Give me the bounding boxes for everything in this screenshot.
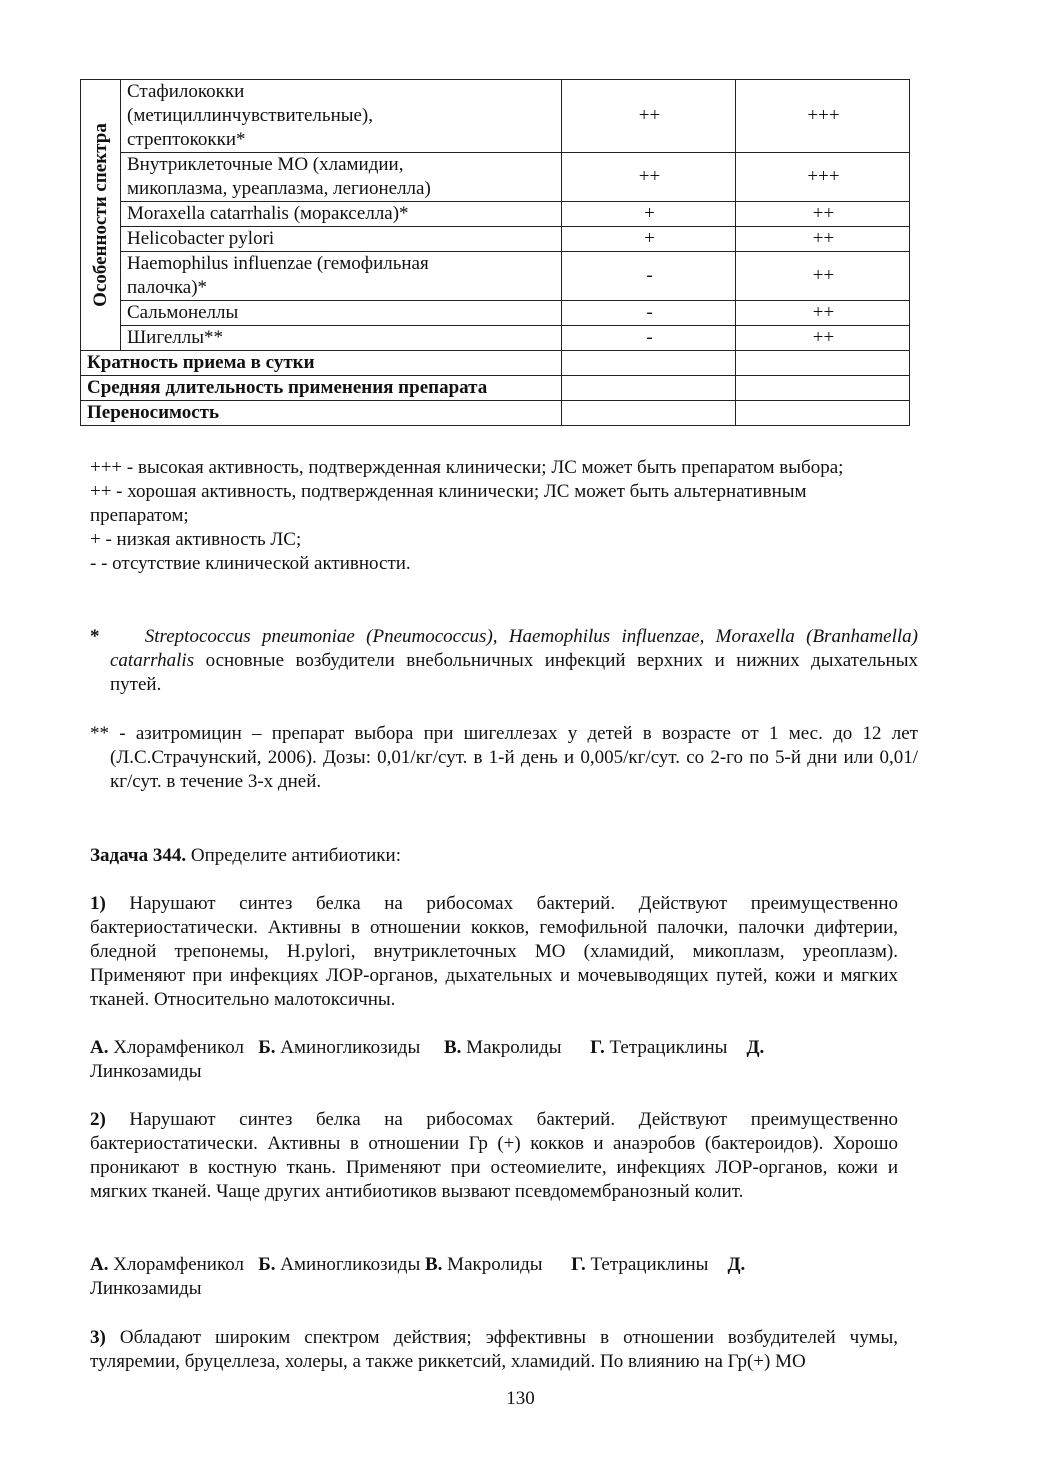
empty-cell	[562, 376, 736, 401]
pathogen-line: палочка)*	[127, 277, 208, 298]
footnote-azithromycin: ** - азитромицин – препарат выбора при шигеллезах у детей в возрасте от 1 мес. до 12 лет (Л.С.Страчунский, 2006). Дозы: 0,01/кг/сут. в 1-й день и 0,005/кг/сут. со 2-го по 5-й дни или 0,01/кг/сут. в течение 3-х дней.	[90, 723, 918, 792]
activity-cell: ++	[562, 153, 736, 202]
activity-cell: -	[562, 252, 736, 301]
option-text: Аминогликозиды	[275, 1254, 425, 1275]
activity-cell: -	[562, 301, 736, 326]
pathogen-line: Moraxella catarrhalis (моракселла)*	[127, 203, 409, 224]
spectrum-row	[81, 227, 910, 252]
empty-cell	[562, 351, 736, 376]
spectrum-row	[81, 80, 910, 153]
empty-cell	[736, 351, 910, 376]
pathogen-cell	[121, 153, 562, 202]
pathogen-cell	[121, 326, 562, 351]
option-key: Д.	[746, 1037, 765, 1058]
activity-cell: ++	[562, 80, 736, 153]
pathogen-cell	[121, 252, 562, 301]
activity-cell: +	[562, 227, 736, 252]
group-label-cell	[81, 80, 121, 351]
option-text: Тетрациклины	[585, 1254, 728, 1275]
spectrum-table	[80, 79, 910, 426]
pathogen-line: (метициллинчувствительные),	[127, 105, 374, 126]
pathogen-line: Сальмонеллы	[127, 302, 239, 323]
activity-cell: ++	[736, 326, 910, 351]
activity-cell: -	[562, 326, 736, 351]
empty-cell	[736, 401, 910, 426]
pathogen-cell	[121, 227, 562, 252]
task-heading	[90, 844, 898, 868]
empty-cell	[736, 376, 910, 401]
answer-options-1	[90, 1036, 898, 1084]
summary-label: Переносимость	[81, 401, 562, 426]
empty-cell	[562, 401, 736, 426]
option-text: Хлорамфеникол	[108, 1254, 259, 1275]
group-label: Особенности спектра	[89, 123, 111, 307]
task-title: Задача 344.	[90, 845, 187, 866]
spectrum-row	[81, 153, 910, 202]
activity-cell: +++	[736, 153, 910, 202]
option-key: А.	[90, 1254, 109, 1275]
option-text: Макролиды	[442, 1254, 572, 1275]
spectrum-row	[81, 202, 910, 227]
footnote-pathogens	[90, 625, 918, 697]
footnote-text: основные возбудители внебольничных инфекций верхних и нижних дыхательных путей.	[110, 650, 918, 695]
spectrum-row	[81, 252, 910, 301]
option-text: Аминогликозиды	[275, 1037, 444, 1058]
activity-cell: ++	[736, 252, 910, 301]
option-text: Макролиды	[461, 1037, 591, 1058]
option-key: Б.	[258, 1254, 276, 1275]
activity-cell: ++	[736, 227, 910, 252]
question-2	[90, 1108, 898, 1204]
option-key: Б.	[258, 1037, 276, 1058]
question-1	[90, 892, 898, 1012]
legend-block	[90, 456, 898, 576]
option-key: В.	[424, 1254, 443, 1275]
activity-cell: ++	[736, 301, 910, 326]
question-text: Нарушают синтез белка на рибосомах бактерий. Действуют преимущественно бактериостатически. Активны в отношении Гр (+) кокков и анаэробов (бактероидов). Хорошо проникают в костную ткань. Применяют при остеомиелите, инфекциях ЛОР-органов, кожи и мягких тканей. Чаще других антибиотиков вызвают псевдомембранозный колит.	[90, 1109, 898, 1202]
page-number: 130	[506, 1388, 535, 1409]
spectrum-row	[81, 301, 910, 326]
pathogen-line: Helicobacter pylori	[127, 228, 275, 249]
summary-row	[81, 376, 910, 401]
answer-options-2	[90, 1253, 898, 1301]
option-text: Линкозамиды	[90, 1278, 202, 1299]
activity-cell: +++	[736, 80, 910, 153]
legend-line: +++ - высокая активность, подтвержденная клинически; ЛС может быть препаратом выбора;	[90, 457, 844, 478]
activity-cell: ++	[736, 202, 910, 227]
legend-line: ++ - хорошая активность, подтвержденная клинически; ЛС может быть альтернативным препаратом;	[90, 481, 807, 526]
summary-label: Кратность приема в сутки	[81, 351, 562, 376]
pathogen-line: Стафилококки	[127, 81, 245, 102]
option-text: Хлорамфеникол	[108, 1037, 259, 1058]
task-intro: Определите антибиотики:	[186, 845, 401, 866]
legend-line: + - низкая активность ЛС;	[90, 529, 302, 550]
option-key: Г.	[571, 1254, 586, 1275]
pathogen-line: стрептококки*	[127, 129, 246, 150]
activity-cell: +	[562, 202, 736, 227]
pathogen-cell	[121, 202, 562, 227]
pathogen-line: Haemophilus influenzae (гемофильная	[127, 253, 429, 274]
option-text: Тетрациклины	[604, 1037, 747, 1058]
option-key: А.	[90, 1037, 109, 1058]
footnote-species: Streptococcus pneumoniae (Pneumococcus), Haemophilus influenzae, Moraxella (Branhamella) catarrhalis	[110, 626, 918, 671]
summary-label: Средняя длительность применения препарата	[81, 376, 562, 401]
pathogen-line: Шигеллы**	[127, 327, 224, 348]
question-3	[90, 1326, 898, 1374]
pathogen-line: микоплазма, уреаплазма, легионелла)	[127, 178, 431, 199]
option-key: Д.	[727, 1254, 746, 1275]
question-text: Обладают широким спектром действия; эффективны в отношении возбудителей чумы, туляремии, бруцеллеза, холеры, а также риккетсий, хламидий. По влиянию на Гр(+) МО	[90, 1327, 898, 1372]
summary-row	[81, 401, 910, 426]
legend-line: - - отсутствие клинической активности.	[90, 553, 411, 574]
summary-row	[81, 351, 910, 376]
pathogen-cell	[121, 301, 562, 326]
option-text: Линкозамиды	[90, 1061, 202, 1082]
pathogen-line: Внутриклеточные МО (хламидии,	[127, 154, 404, 175]
option-key: В.	[443, 1037, 462, 1058]
pathogen-cell	[121, 80, 562, 153]
footnote-marker: *	[90, 626, 100, 647]
question-number: 3)	[90, 1327, 106, 1348]
question-number: 1)	[90, 893, 106, 914]
question-number: 2)	[90, 1109, 106, 1130]
option-key: Г.	[590, 1037, 605, 1058]
question-text: Нарушают синтез белка на рибосомах бактерий. Действуют преимущественно бактериостатически. Активны в отношении кокков, гемофильной палочки, палочки дифтерии, бледной трепонемы, H.pylori, внутриклеточных МО (хламидий, микоплазм, уреоплазм). Применяют при инфекциях ЛОР-органов, дыхательных и мочевыводящих путей, кожи и мягких тканей. Относительно малотоксичны.	[90, 893, 898, 1010]
spectrum-row	[81, 326, 910, 351]
